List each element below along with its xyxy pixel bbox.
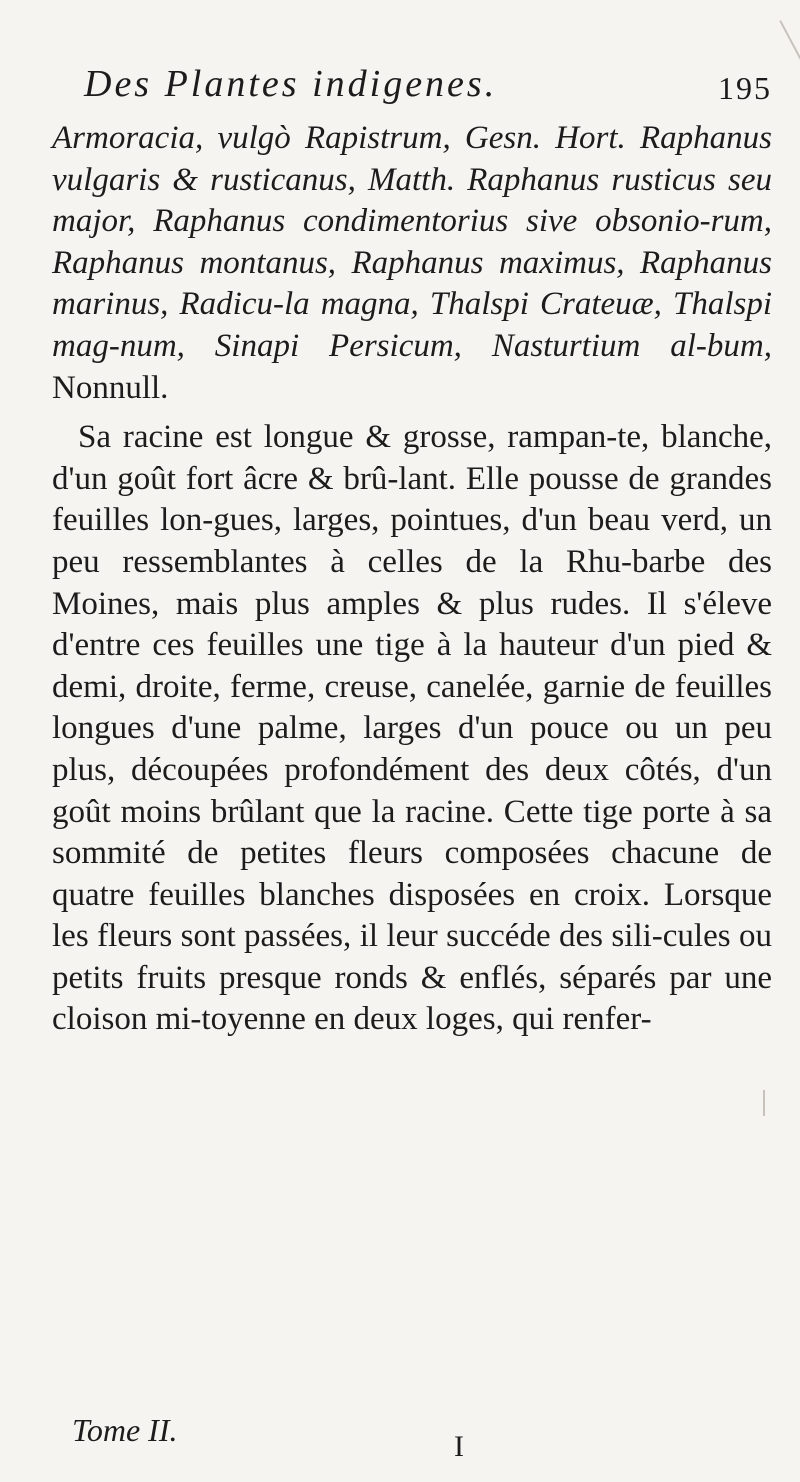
description-paragraph: Sa racine est longue & grosse, rampan-te, blanche, d'un goût fort âcre & brû-lant. Elle pousse de grandes feuilles lon-gues, larges, pointues, d'un beau verd, un peu ressemblantes à celles de la Rhu-barbe des Moines, mais plus amples & plus rudes. Il s'éleve d'entre ces feuilles une tige à la hauteur d'un pied & demi, droite, ferme, creuse, canelée, garnie de feuilles longues d'une palme, larges d'un pouce ou un peu plus, découpées profondément des deux côtés, d'un goût moins brûlant que la racine. Cette tige porte à sa sommité de petites fleurs composées chacune de quatre feuilles blanches disposées en croix. Lorsque les fleurs sont passées, il leur succéde des sili-cules ou petits fruits presque ronds & enflés, séparés par une cloison mi-toyenne en deux loges, qui renfer- — [52, 419, 772, 1038]
paper-mark — [779, 20, 800, 62]
body-text — [52, 118, 772, 1041]
synonym-paragraph — [52, 118, 772, 409]
signature-mark: I — [454, 1430, 464, 1463]
page-footer — [52, 1412, 772, 1462]
page-number: 195 — [718, 70, 772, 106]
paper-mark — [763, 1090, 765, 1116]
running-head — [52, 62, 772, 112]
volume-label: Tome II. — [72, 1412, 178, 1448]
running-title: Des Plantes indigenes. — [84, 63, 498, 105]
synonym-author: Nonnull. — [52, 369, 169, 406]
synonym-list: Armoracia, vulgò Rapistrum, Gesn. Hort. Raphanus vulgaris & rusticanus, Matth. Raphanus rusticus seu major, Raphanus condimentorius sive obsonio-rum, Raphanus montanus, Raphanus maximus, Raphanus marinus, Radicu-la magna, Thalspi Crateuæ, Thalspi mag-num, Sinapi Persicum, Nasturtium al-bum, — [52, 120, 772, 364]
